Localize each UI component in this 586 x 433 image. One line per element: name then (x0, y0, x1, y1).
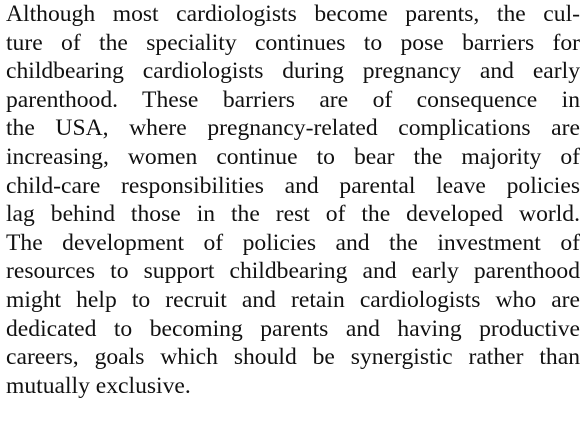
text-line: childbearing cardiologists during pregnancy and early (6, 58, 580, 85)
text-line: Although most cardiologists become parents, the cul- (6, 1, 580, 27)
text-line: careers, goals which should be synergistic rather than (6, 344, 580, 371)
text-line: dedicated to becoming parents and having productive (6, 315, 580, 342)
text-line: increasing, women continue to bear the majority of (6, 143, 580, 170)
text-line: the USA, where pregnancy-related complications are (6, 115, 580, 142)
abstract-paragraph (6, 0, 580, 400)
text-line: The development of policies and the investment of (6, 229, 580, 256)
text-line: child-care responsibilities and parental leave policies (6, 172, 580, 199)
text-line: mutually exclusive. (6, 372, 191, 399)
text-line: ture of the speciality continues to pose barriers for (6, 29, 580, 56)
text-line: lag behind those in the rest of the developed world. (6, 201, 580, 228)
text-line: parenthood. These barriers are of consequence in (6, 86, 580, 113)
text-line: might help to recruit and retain cardiologists who are (6, 286, 580, 313)
text-line: resources to support childbearing and early parenthood (6, 258, 580, 285)
